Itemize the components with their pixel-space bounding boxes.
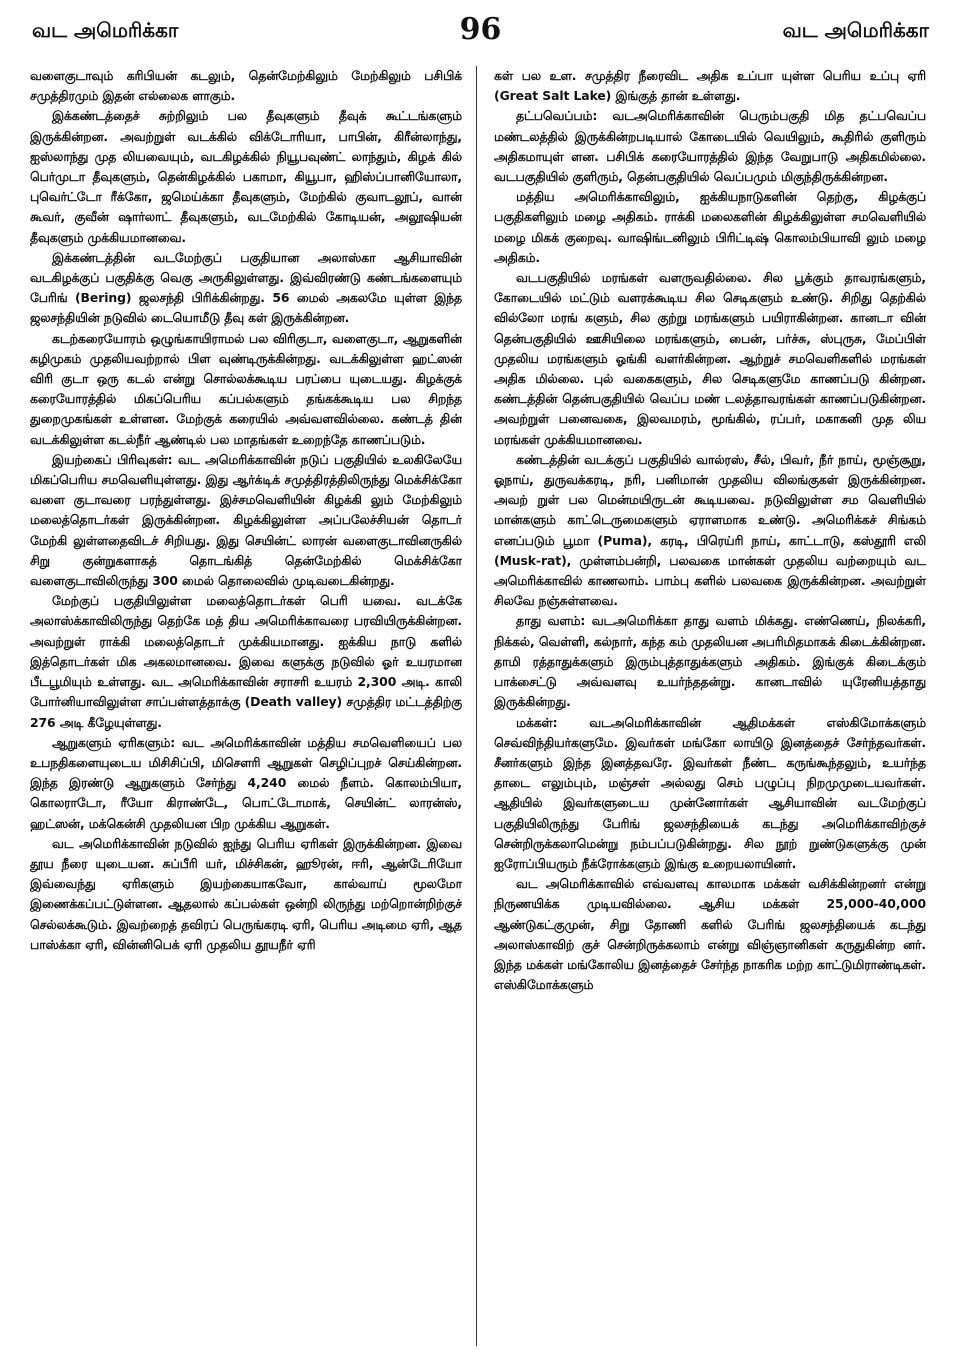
paragraph: இயற்கைப் பிரிவுகள்: வட அமெரிக்காவின் நடுப் பகுதியில் உலகிலேயே மிகப்பெரிய சமவெளியுள்ளது. இது ஆர்க்டிக் சமுத்திரத்திலிருந்து மெக்சிக்கோ வளை குடாவரை பரந்துள்ளது. இச்சமவெளியின் கிழக்கி லும் மேற்கிலும் மலைத்தொடர்கள் இருக்கின்றன. கிழக்கிலுள்ள அப்பலேச்சியன் தொடர் மேற்கி லுள்ளதைவிடச் சிறியது. இது செயின்ட் லாரன் வளைகுடாவினருகில் சிறு குன்றுகளாகத் தொடங்கித் தென்மேற்கில் மெக்சிக்கோ வளைகுடாவிலிருந்து 300 மைல் தொலைவில் முடிவடைகின்றது.: [30, 451, 462, 589]
paragraph: வடபகுதியில் மரங்கள் வளருவதில்லை. சில பூக்கும் தாவரங்களும், கோடையில் மட்டும் வளரக்கூடிய சில செடிகளும் உண்டு. சிறிது தெற்கில் வில்லோ மரங் களும், சில குற்று மரங்களும் பயிராகின்றன. கானடா வின் தென்பகுதியில் ஊசியிலை மரங்களும், பைன், பர்ச்சு, ஸ்புருசு, மேப்பிள் முதலிய மரங்களும் ஓங்கி வளர்கின்றன. ஆற்றுச் சமவெளிகளில் மரங்கள் அதிக மில்லை. புல் வகைகளும், சில செடிகளுமே காணப்படு கின்றன. கண்டத்தின் தென்பகுதியில் வெப்ப மண் டலத்தாவரங்கள் காணப்படுகின்றன. அவற்றுள் பனைவகை, இலவமரம், மூங்கில், ரப்பர், மகாகனி முத லிய மரங்கள் முக்கியமானவை.: [494, 270, 926, 447]
paragraph: வளைகுடாவும் கரிபியன் கடலும், தென்மேற்கிலும் மேற்கிலும் பசிபிக் சமுத்திரமும் இதன் எல்லைக ளாகும்.: [30, 68, 462, 104]
left-column: [30, 66, 462, 1354]
paragraph: இக்கண்டத்தின் வடமேற்குப் பகுதியான அலாஸ்கா ஆசியாவின் வடகிழக்குப் பகுதிக்கு வெகு அருகிலுள்ளது. இவ்விரண்டு கண்டங்களையும் பேரிங் (Bering) ஜலசந்தி பிரிக்கின்றது. 56 மைல் அகலமே யுள்ள இந்த ஜலசந்தியின் நடுவில் டையொமீடு தீவு கள் இருக்கின்றன.: [30, 249, 462, 326]
paragraph: தாது வளம்: வடஅமெரிக்கா தாது வளம் மிக்கது. எண்ணெய், நிலக்கரி, நிக்கல், வெள்ளி, கல்நார், கந்த கம் முதலியன அபரிமிதமாகக் கிடைக்கின்றன. தாமி ரத்தாதுக்களும் இரும்புத்தாதுக்களும் அதிகம். இங்குக் கிடைக்கும் பாக்சைட்டு அவ்வளவு உயர்ந்ததன்று. கானடாவில் யுரேனியத்தாது இருக்கின்றது.: [494, 613, 926, 710]
paragraph: கடற்கரையோரம் ஒழுங்காயிராமல் பல விரிகுடா, வளைகுடா, ஆறுகளின் கழிமுகம் முதலியவற்றால் பிள வுண்டிருக்கின்றது. வடக்கிலுள்ள ஹட்ஸன் விரி குடா ஒரு கடல் என்று சொல்லக்கூடிய பரப்பை யுடையது. கிழக்குக் கரையோரத்தில் மிகப்பெரிய கப்பல்களும் தங்கக்கூடிய பல சிறந்த துறைமுகங்கள் உள்ளன. மேற்குக் கரையில் அவ்வளவில்லை. கண்டத் தின் வடக்கிலுள்ள கடல்நீர் ஆண்டில் பல மாதங்கள் உறைந்தே காணப்படும்.: [30, 330, 462, 447]
paragraph: ஆறுகளும் ஏரிகளும்: வட அமெரிக்காவின் மத்திய சமவெளியைப் பல உபநதிகளையுடைய மிசிசிப்பி, மிசௌரி ஆறுகள் செழிப்புறச் செய்கின்றன. இந்த இரண்டு ஆறுகளும் சேர்ந்து 4,240 மைல் நீளம். கொலம்பியா, கொலராடோ, ரீயோ கிராண்டே, பொட்டோமாக், செயின்ட் லாரன்ஸ், ஹட்ஸன், மக்கென்சி முதலியன பிற முக்கிய ஆறுகள்.: [30, 734, 462, 831]
paragraph: மத்திய அமெரிக்காவிலும், ஐக்கியநாடுகளின் தெற்கு, கிழக்குப் பகுதிகளிலும் மழை அதிகம். ராக்கி மலைகளின் கிழக்கிலுள்ள சமவெளியில் மழை மிகக் குறைவு. வாஷிங்டனிலும் பிரிட்டிஷ் கொலம்பியாவி லும் மழை அதிகம்.: [494, 189, 926, 265]
paragraph: மக்கள்: வடஅமெரிக்காவின் ஆதிமக்கள் எஸ்கிமோக்களும் செவ்விந்தியர்களுமே. இவர்கள் மங்கோ லாயிடு இனத்தைச் சேர்ந்தவர்கள். சீனர்களும் இந்த இனத்தவரே. இவர்கள் நீண்ட கருங்கூந்தலும், உயர்ந்த தாடை எலும்பும், மஞ்சள் அல்லது செம் பழுப்பு நிறமுமுடையவர்கள். ஆதியில் இவர்களுடைய முன்னோர்கள் ஆசியாவின் வடமேற்குப் பகுதியிலிருந்து பேரிங் ஜலசந்தியைக் கடந்து அமெரிக்காவிற்குச் சென்றிருக்கலாமென்று நம்பப்படுகின்றது. சில நூற் றுண்டுகளுக்கு முன் ஐரோப்பியரும் நீக்ரோக்களும் இங்கு உறையலாயினர்.: [494, 714, 926, 871]
page-number: 96: [459, 12, 502, 47]
right-column: [494, 66, 926, 1354]
paragraph: இக்கண்டத்தைச் சுற்றிலும் பல தீவுகளும் தீவுக் கூட்டங்களும் இருக்கின்றன. அவற்றுள் வடக்கில் விக்டோரியா, பாபின், கிரீன்லாந்து, ஐஸ்லாந்து முத லியவையும், வடகிழக்கில் நியூபவுண்ட் லாந்தும், கிழக் கில் பெர்முடா தீவுகளும், தென்கிழக்கில் பகாமா, கியூபா, ஹிஸ்ப்பானியோலா, புவெர்ட்டோ ரீக்கோ, ஜமெய்க்கா தீவுகளும், மேற்கில் குவாடலூப், வான் கூவர், குவீன் ஷார்லாட் தீவுகளும், வடமேற்கில் கோடியன், அலூஷியன் தீவுகளும் முக்கியமானவை.: [30, 108, 462, 245]
paragraph: மேற்குப் பகுதியிலுள்ள மலைத்தொடர்கள் பெரி யவை. வடக்கே அலாஸ்க்காவிலிருந்து தெற்கே மத் திய அமெரிக்காவரை பரவியிருக்கின்றன. அவற்றுள் ராக்கி மலைத்தொடர் முக்கியமானது. ஐக்கிய நாடு களில் இத்தொடர்கள் மிக அகலமானவை. இவை களுக்கு நடுவில் ஓர் உயரமான பீடபூமியும் உள்ளது. வட அமெரிக்காவின் சராசரி உயரம் 2,300 அடி. காலி போர்னியாவிலுள்ள சாப்பள்ளத்தாக்கு (Death valley) சமுத்திர மட்டத்திற்கு 276 அடி கீழேயுள்ளது.: [30, 593, 462, 730]
column-divider: [476, 66, 477, 1346]
running-title-right: வட அமெரிக்கா: [782, 18, 929, 42]
paragraph: வட அமெரிக்காவில் எவ்வளவு காலமாக மக்கள் வசிக்கின்றனர் என்று நிருணயிக்க முடியவில்லை. ஆசிய மக்கள் 25,000-40,000 ஆண்டுகட்குமுன், சிறு தோணி களில் பேரிங் ஜலசந்தியைக் கடந்து அலாஸ்காவிற் குச் சென்றிருக்கலாம் என்று விஞ்ஞானிகள் கருதுகின்ற னர். இந்த மக்கள் மங்கோலிய இனத்தைச் சேர்ந்த நாகரிக மற்ற காட்டுமிராண்டிகள். எஸ்கிமோக்களும்: [494, 876, 926, 993]
paragraph: தட்பவெப்பம்: வடஅமெரிக்காவின் பெரும்பகுதி மித தட்பவெப்ப மண்டலத்தில் இருக்கின்றபடியால் கோடையில் வெயிலும், கூதிரில் குளிரும் அதிகமாயுள் ளன. பசிபிக் கரையோரத்தில் இந்த வேறுபாடு அதிகமில்லை. வடபகுதியில் குளிரும், தென்பகுதியில் வெப்பமும் மிகுந்திருக்கின்றன.: [494, 108, 926, 185]
paragraph: கண்டத்தின் வடக்குப் பகுதியில் வால்ரஸ், சீல், பிவர், நீர் நாய், மூஞ்சூறு, ஓநாய், துருவக்கரடி, நரி, பனிமான் முதலிய விலங்குகள் இருக்கின்றன. அவற் றுள் பல மென்மயிருடன் கூடியவை. நடுவிலுள்ள சம வெளியில் மான்களும் காட்டெருமைகளும் ஏராளமாக உண்டு. அமெரிக்கச் சிங்கம் எனப்படும் பூமா (Puma), கரடி, பிரெய்ரி நாய், காட்டாடு, கஸ்தூரி எலி (Musk-rat), முள்ளம்பன்றி, பலவகை மான்கள் முதலிய வற்றையும் வட அமெரிக்காவில் காணலாம். பாம்பு களில் பலவகை இருக்கின்றன. அவற்றுள் சிலவே நஞ்சுள்ளவை.: [494, 451, 926, 609]
running-title-left: வட அமெரிக்கா: [32, 18, 179, 42]
page-header: [28, 12, 933, 52]
paragraph: கள் பல உள. சமுத்திர நீரைவிட அதிக உப்பா யுள்ள பெரிய உப்பு ஏரி (Great Salt Lake) இங்குத் தான் உள்ளது.: [494, 68, 926, 104]
paragraph: வட அமெரிக்காவின் நடுவில் ஐந்து பெரிய ஏரிகள் இருக்கின்றன. இவை தூய நீரை யுடையன. சுப்பீரி யர், மிச்சிகன், ஹூரன், ஈரி, ஆன்டேரியோ இவ்வைந்து ஏரிகளும் இயற்கையாகவோ, கால்வாய் மூலமோ இணைக்கப்பட்டுள்ளன. ஆதலால் கப்பல்கள் ஒன்றி லிருந்து மற்றொன்றிற்குச் செல்லக்கூடும். இவற்றைத் தவிரப் பெருங்கரடி ஏரி, பெரிய அடிமை ஏரி, ஆத பாஸ்க்கா ஏரி, வின்னிபெக் ஏரி முதலிய தூயநீர் ஏரி: [30, 835, 462, 952]
